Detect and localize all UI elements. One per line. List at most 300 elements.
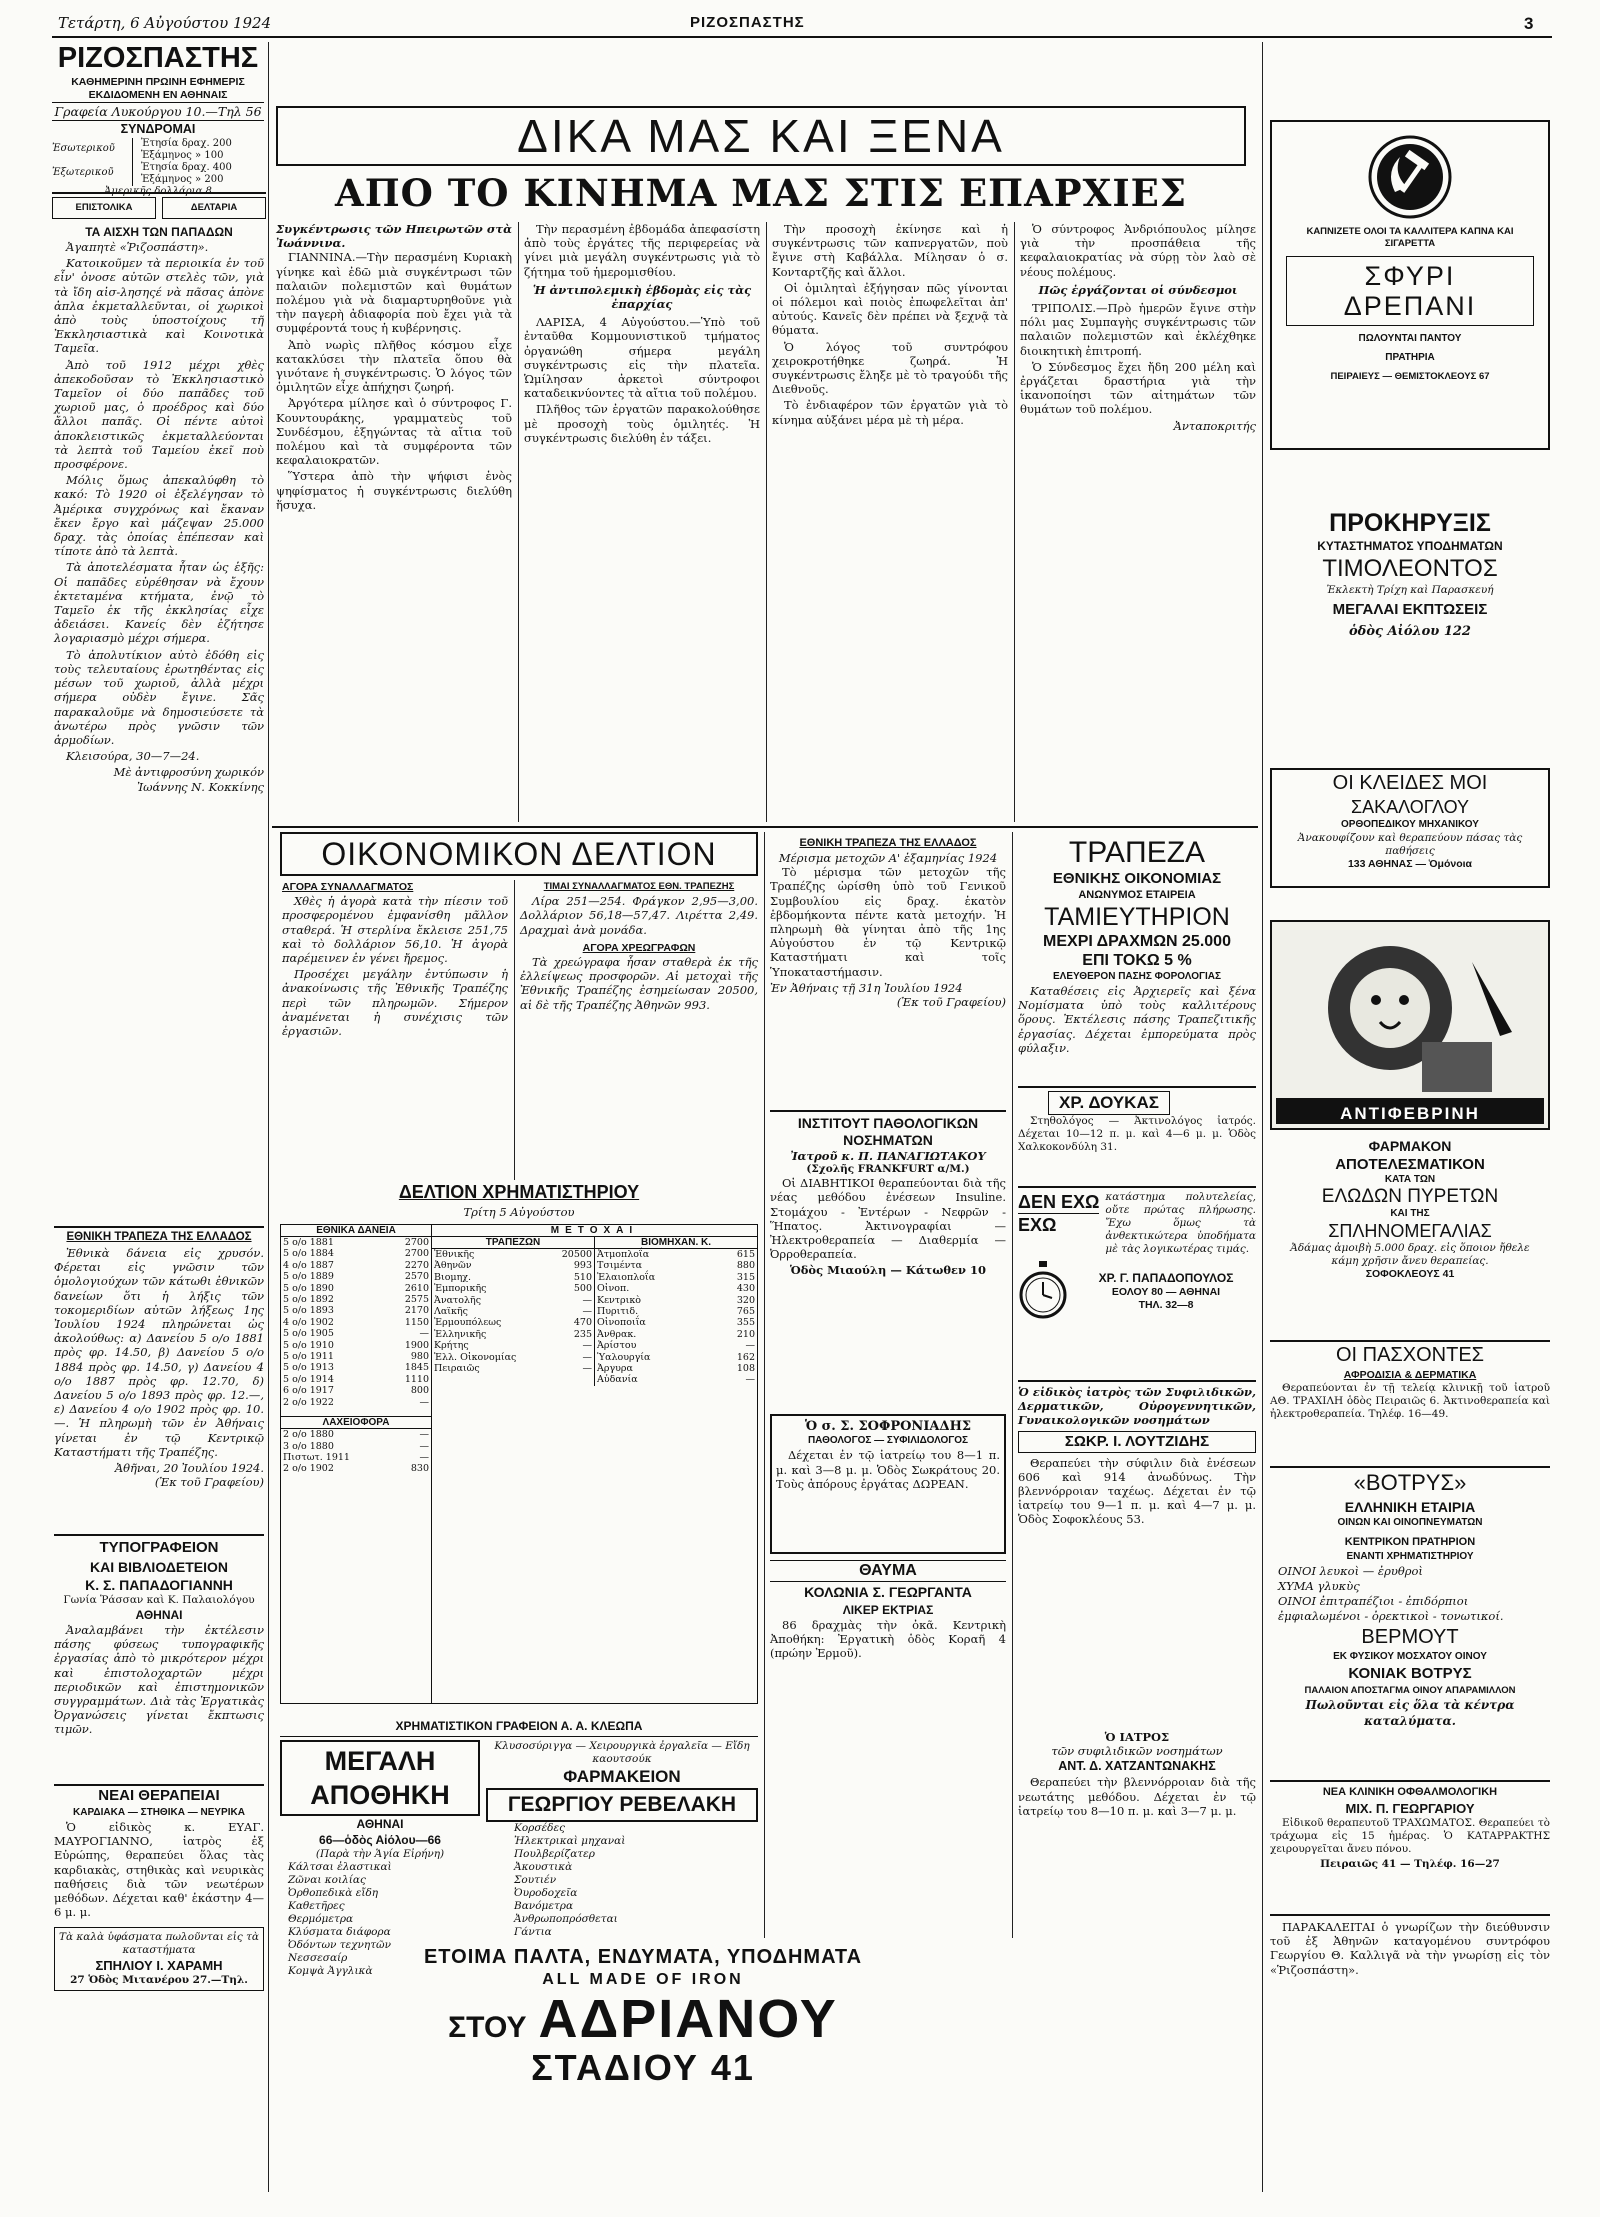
paragraph: ΠΑΡΑΚΑΛΕΙΤΑΙ ὁ γνωρίζων τὴν διεύθυνσιν τοῦ ἐξ Ἀθηνῶν καταγομένου συντρόφου Γεωργίου Θ. Καλλιγᾶ νὰ τὴν γνωρίσῃ εἰς τὸν «Ῥιζοσπάστη». bbox=[1270, 1920, 1550, 1977]
letter-article bbox=[54, 224, 264, 894]
row-value: 235 bbox=[573, 1328, 592, 1340]
pharmacy-name: ΓΕΩΡΓΙΟΥ ΡΕΒΕΛΑΚΗ bbox=[507, 1793, 737, 1816]
row-label: Ἐμπορικῆς bbox=[434, 1283, 487, 1295]
row-value: 2570 bbox=[404, 1271, 429, 1283]
echo-title: ΕΧΩ bbox=[1018, 1215, 1057, 1235]
row-label: Αὐδανία bbox=[597, 1374, 638, 1386]
row-value: 510 bbox=[573, 1271, 592, 1283]
paragraph: Πλῆθος τῶν ἐργατῶν παρακολούθησε μὲ προσοχὴ τοὺς ὁμιλητές. Ἡ συγκέντρωσις διελύθη ἐν τάξει. bbox=[524, 402, 760, 445]
article-subhead: Ἡ ἀντιπολεμικὴ ἑβδομὰς εἰς τὰς ἐπαρχίας bbox=[532, 282, 752, 312]
row-label: 5 ο/ο 1913 bbox=[283, 1362, 334, 1374]
row-label: Κρήτης bbox=[434, 1340, 469, 1352]
antifevrine-brand: ΑΝΤΙΦΕΒΡΙΝΗ bbox=[1340, 1104, 1480, 1123]
wine-title: «ΒΟΤΡΥΣ» bbox=[1353, 1470, 1467, 1495]
list-item: Ζῶναι κοιλίας bbox=[288, 1874, 366, 1886]
savings-bank-ad bbox=[1018, 836, 1256, 1082]
shoes-text: Ἐκλεκτὴ Τρίχη καὶ Παρασκευή bbox=[1326, 584, 1494, 596]
table-row bbox=[281, 1351, 431, 1362]
doukas-ad bbox=[1018, 1086, 1256, 1184]
row-label: 5 ο/ο 1890 bbox=[283, 1282, 334, 1294]
stock-title: ΔΕΛΤΙΟΝ ΧΡΗΜΑΤΙΣΤΗΡΙΟΥ bbox=[398, 1182, 640, 1202]
paragraph: Ὁ Σύνδεσμος ἔχει ἤδη 200 μέλη καὶ ἐργάζεται δραστήρια γιὰ τὴν ἱκανοποίησι τῶν αἰτημάτων τῶν θυμάτων τοῦ πολέμου. bbox=[1020, 359, 1256, 417]
masthead-rule bbox=[52, 192, 266, 194]
wine-sub2: ΟΙΝΩΝ ΚΑΙ ΟΙΝΟΠΝΕΥΜΑΤΩΝ bbox=[1337, 1517, 1483, 1528]
paragraph: Θεραπεύονται ἐν τῇ τελείᾳ κλινικῇ τοῦ ἰατροῦ ΑΘ. ΤΡΑΧΙΛΗ ὁδὸς Πειραιῶς 6. Ἀκτινοθεραπεία καὶ ἠλεκτροθεραπεία. Τηλέφ. 16—49. bbox=[1270, 1382, 1550, 1420]
section-tabs bbox=[52, 197, 266, 219]
banner-title: ΔΙΚΑ ΜΑΣ ΚΑΙ ΞΕΝΑ bbox=[517, 110, 1005, 162]
banks-table bbox=[432, 1249, 594, 1374]
letter-title: ΤΑ ΑΙΣΧΗ ΤΩΝ ΠΑΠΑΔΩΝ bbox=[85, 225, 233, 239]
paragraph: Κλεισούρα, 30—7—24. bbox=[66, 749, 200, 764]
wine-vermouth2: ΕΚ ΦΥΣΙΚΟΥ ΜΟΣΧΑΤΟΥ ΟΙΝΟΥ bbox=[1333, 1651, 1487, 1662]
adrianou-name: ΑΔΡΙΑΝΟΥ bbox=[538, 1989, 838, 2049]
bank2-source: (Ἐκ τοῦ Γραφείου) bbox=[896, 995, 1006, 1010]
paragraph: ΛΑΡΙΣΑ, 4 Αὐγούστου.—Ὑπὸ τοῦ ἐνταῦθα Κομμουνιστικοῦ τμήματος ὀργανώθη σήμερα μεγάλη συγκέντρωσις εἰς τὴν πλατεῖα. Ὡμίλησαν ἀρκετοὶ σύντροφοι καταδεικνύοντες τὰ αἴτια τοῦ πολέμου. bbox=[524, 315, 760, 401]
antifevrine-line5: ΚΑΙ ΤΗΣ bbox=[1390, 1208, 1430, 1219]
wine-shop: ΚΕΝΤΡΙΚΟΝ ΠΡΑΤΗΡΙΟΝ bbox=[1344, 1536, 1476, 1548]
clock-icon bbox=[1018, 1260, 1068, 1322]
find-notice bbox=[1270, 1914, 1550, 2036]
table-row bbox=[281, 1237, 431, 1248]
masthead-sub: ΚΑΘΗΜΕΡΙΝΗ ΠΡΩΙΝΗ ΕΦΗΜΕΡΙΣ bbox=[71, 76, 245, 88]
print-shop-title: ΚΑΙ ΒΙΒΛΙΟΔΕΤΕΙΟΝ bbox=[89, 1559, 229, 1575]
stock-bulletin bbox=[280, 1180, 758, 1720]
new-therapies-ad bbox=[54, 1784, 264, 2186]
therapies-subtitle: ΚΑΡΔΙΑΚΑ — ΣΤΗΘΙΚΑ — ΝΕΥΡΙΚΑ bbox=[73, 1807, 245, 1818]
table-row bbox=[281, 1397, 431, 1408]
row-value: — bbox=[582, 1306, 592, 1318]
row-value: — bbox=[419, 1396, 429, 1408]
table-row bbox=[281, 1463, 431, 1474]
row-value: 993 bbox=[573, 1260, 592, 1272]
row-value: — bbox=[419, 1440, 429, 1452]
adrianou-address: ΣΤΑΔΙΟΥ 41 bbox=[531, 2047, 755, 2088]
shoes-title: ΠΡΟΚΗΡΥΞΙΣ bbox=[1329, 509, 1491, 537]
shoes-offer: ΜΕΓΑΛΑΙ ΕΚΠΤΩΣΕΙΣ bbox=[1332, 601, 1488, 618]
print-shop-address: Γωνία Ῥάσσαν καὶ Κ. Παλαιολόγου bbox=[63, 1594, 255, 1606]
paragraph: Ἀργότερα μίλησε καὶ ὁ σύντροφος Γ. Κουντουράκης, γραμματεὺς τοῦ Συνδέσμου, ἐξηγώντας τὰ αἴτια τοῦ πολέμου καὶ τὰ συμφέροντα τῶν κεφαλαιοκρατῶν. bbox=[276, 396, 512, 468]
fabric-ad-text: Τὰ καλὰ ὑφάσματα πωλοῦνται εἰς τὰ καταστήματα bbox=[58, 1931, 260, 1957]
table-row bbox=[432, 1249, 594, 1260]
row-value: 355 bbox=[736, 1317, 755, 1329]
drepani-brand: ΔΡΕΠΑΝΙ bbox=[1343, 291, 1477, 321]
row-value: 2610 bbox=[404, 1282, 429, 1294]
bank-notice-title: ΕΘΝΙΚΗ ΤΡΑΠΕΖΑ ΤΗΣ ΕΛΛΑΔΟΣ bbox=[66, 1231, 252, 1243]
letter-signature: Ἰωάννης Ν. Κοκκίνης bbox=[137, 779, 264, 794]
row-label: Ἀτμοπλοΐα bbox=[597, 1249, 650, 1260]
eye-name: ΜΙΧ. Π. ΓΕΩΡΓΑΡΙΟΥ bbox=[1345, 1801, 1475, 1816]
row-label: Ἐλληνικῆς bbox=[434, 1328, 487, 1340]
bank-notice bbox=[54, 1226, 264, 1528]
table-row bbox=[281, 1452, 431, 1463]
paragraph: Τὴν περασμένη ἐβδομάδα ἀπεφασίστη ἀπὸ τοὺς ἐργάτες τῆς περιφερείας νὰ γίνει μιὰ μεγάλη συγκέντρωσις γιὰ τὸ ζήτημα τοῦ ἡμερομισθίου. bbox=[524, 222, 760, 279]
sofroniadis-ad bbox=[770, 1414, 1006, 1554]
page-number: 3 bbox=[1524, 14, 1534, 33]
adrianou-ad bbox=[276, 1944, 1010, 2094]
sfyri-line3: ΠΡΑΤΗΡΙΑ bbox=[1385, 352, 1435, 363]
antifevrine-line3: ΚΑΤΑ ΤΩΝ bbox=[1384, 1174, 1436, 1185]
lion-illustration bbox=[1270, 920, 1550, 1130]
finance-subhead: ΤΙΜΑΙ ΣΥΝΑΛΛΑΓΜΑΤΟΣ ΕΘΝ. ΤΡΑΠΕΖΗΣ bbox=[543, 881, 735, 892]
antifevrine-text: Ἀδάμας ἀμοιβὴ 5.000 δραχ. εἰς ὅποιον ἤθελε κάμη χρῆσιν ἄνευ θεραπείας. bbox=[1290, 1242, 1530, 1267]
antifevrine-line6: ΣΠΛΗΝΟΜΕΓΑΛΙΑΣ bbox=[1328, 1221, 1492, 1241]
thavma-name: ΚΟΛΩΝΙΑ Σ. ΓΕΩΡΓΑΝΤΑ bbox=[804, 1584, 972, 1600]
kleidia-sub: ΟΡΘΟΠΕΔΙΚΟΥ ΜΗΧΑΝΙΚΟΥ bbox=[1341, 819, 1479, 830]
column-rule bbox=[766, 222, 767, 822]
row-label: Κεντρικὸ bbox=[597, 1294, 642, 1306]
row-label: Βιομηχ. bbox=[434, 1271, 472, 1283]
row-value: 2575 bbox=[404, 1294, 429, 1306]
column-rule bbox=[268, 42, 269, 2192]
shoes-sub: ΚΥΤΑΣΤΗΜΑΤΟΣ ΥΠΟΔΗΜΑΤΩΝ bbox=[1317, 539, 1503, 553]
paragraph: Ὁ εἰδικὸς κ. ΕΥΑΓ. ΜΑΥΡΟΓΙΑΝΝΟ, ἰατρὸς ἐξ Εὐρώπης, θεραπεύει ὅλας τὰς καρδιακὰς, στηθικὰς καὶ νευρικὰς παθήσεις διὰ τῶν νεωτέρων μεθόδων. Δέχεται καθ' ἑκάστην 4—6 μ. μ. bbox=[54, 1820, 264, 1920]
bank-notice-source: (Ἐκ τοῦ Γραφείου) bbox=[154, 1475, 264, 1490]
kleidia-text: Ἀνακουφίζουν καὶ θεραπεύουν πάσας τὰς παθήσεις bbox=[1297, 832, 1523, 857]
column-rule bbox=[1012, 832, 1013, 1938]
row-value: — bbox=[419, 1451, 429, 1463]
sfyri-brand: ΣΦΥΡΙ bbox=[1364, 261, 1456, 291]
sfyri-line2: ΠΩΛΟΥΝΤΑΙ ΠΑΝΤΟΥ bbox=[1358, 333, 1462, 344]
pharmacy-items bbox=[486, 1822, 758, 1939]
row-value: 1110 bbox=[404, 1373, 429, 1385]
table-row bbox=[281, 1271, 431, 1282]
adrianou-line1: ΕΤΟΙΜΑ ΠΑΛΤΑ, ΕΝΔΥΜΑΤΑ, ΥΠΟΔΗΜΑΤΑ bbox=[423, 1946, 863, 1968]
column-rule bbox=[514, 880, 515, 1180]
antifevrine-ad bbox=[1270, 920, 1550, 1330]
paragraph: Κατοικοῦμεν τὰ περιοικία ἐν τοῦ εἶν' ὀνοσε αὐτῶν στελὲς τῶν, γιὰ τὰ ἴδη αἰσ-λησηςέ νὰ πᾶσας ἀπὸνε ἀπλα ἐκμεταλλεῦνται, οἱ χωρικοὶ ἀπὸ τοὺς ὑποστοίχους τῆ Ἐκκλησιαστικὰ καὶ Κοινοτικὰ Ταμεῖα. bbox=[54, 256, 264, 356]
table-row bbox=[595, 1374, 757, 1385]
den-echo-phone: ΤΗΛ. 32—8 bbox=[1138, 1298, 1194, 1311]
masthead bbox=[52, 40, 264, 190]
table-row bbox=[281, 1374, 431, 1385]
wine-cognac2: ΠΑΛΑΙΟΝ ΑΠΟΣΤΑΓΜΑ ΟΙΝΟΥ ΑΠΑΡΑΜΙΛΛΟΝ bbox=[1304, 1685, 1516, 1696]
paragraph: Θεραπεύει τὴν βλεννόρροιαν διὰ τῆς νεωτάτης μεθόδου. Δέχεται ἐν τῷ ἰατρείῳ του 8—10 π. μ. καὶ 3—7 μ. μ. bbox=[1018, 1775, 1256, 1818]
savings-sub: ΕΘΝΙΚΗΣ ΟΙΚΟΝΟΜΙΑΣ bbox=[1052, 870, 1222, 887]
row-value: — bbox=[419, 1328, 429, 1340]
row-value: 800 bbox=[410, 1385, 429, 1397]
institute-title: ΙΝΣΤΙΤΟΥΤ ΠΑΘΟΛΟΓΙΚΩΝ ΝΟΣΗΜΑΤΩΝ bbox=[797, 1115, 979, 1148]
row-label: 5 ο/ο 1911 bbox=[283, 1351, 334, 1363]
table-row bbox=[281, 1317, 431, 1328]
kleidia-ad bbox=[1270, 768, 1550, 888]
doukas-name: ΧΡ. ΔΟΥΚΑΣ bbox=[1048, 1091, 1170, 1115]
paragraph: 86 δραχμὰς τὴν ὀκᾶ. Κεντρικὴ Ἀποθήκη: Ἐργατικὴ ὁδὸς Κοραῆ 4 (πρώην Ἐρμοῦ). bbox=[770, 1618, 1006, 1661]
sufferers-title: ΟΙ ΠΑΣΧΟΝΤΕΣ bbox=[1335, 1344, 1485, 1366]
row-label: Ἑλλ. Οἰκονομίας bbox=[434, 1351, 517, 1363]
sfyri-ad bbox=[1270, 120, 1550, 450]
row-label: 4 ο/ο 1902 bbox=[283, 1316, 334, 1328]
provinces-col-1 bbox=[276, 222, 512, 822]
therapies-title: ΝΕΑΙ ΘΕΡΑΠΕΙΑΙ bbox=[98, 1787, 220, 1804]
thavma-title: ΘΑΥΜΑ bbox=[770, 1560, 1006, 1582]
hammer-sickle-icon bbox=[1365, 132, 1455, 222]
lottery-table bbox=[281, 1429, 431, 1475]
row-value: 108 bbox=[736, 1363, 755, 1375]
finance-col-1 bbox=[282, 880, 508, 1180]
list-item: Νεσσεσαίρ bbox=[288, 1952, 348, 1964]
row-label: 2 ο/ο 1880 bbox=[283, 1429, 334, 1441]
paragraph: Χθὲς ἡ ἀγορὰ κατὰ τὴν πίεσιν τοῦ προσφερομένου ἐμφανίσθη μᾶλλον σταθερά. Ἡ στερλίνα ἔκλεισε 251,75 καὶ τὸ δολλάριον 56,10. Ἡ ἀγορὰ παρέμεινεν ἐν γένει ἤρεμος. bbox=[282, 894, 508, 966]
warehouse-title: ΜΕΓΑΛΗ ΑΠΟΘΗΚΗ bbox=[310, 1746, 450, 1810]
chatzantonakis-sub: τῶν συφιλιδικῶν νοσημάτων bbox=[1051, 1744, 1223, 1759]
lottery-header: ΛΑΧΕΙΟΦΟΡΑ bbox=[281, 1416, 431, 1429]
row-value: 2170 bbox=[404, 1305, 429, 1317]
eye-title: ΝΕΑ ΚΛΙΝΙΚΗ ΟΦΘΑΛΜΟΛΟΓΙΚΗ bbox=[1322, 1786, 1498, 1798]
list-item: Ὀρθοπεδικὰ εἴδη bbox=[288, 1887, 379, 1899]
paragraph: Προσέχει μεγάλην ἐντύπωσιν ἡ ἀνακοίνωσις τῆς Ἐθνικῆς Τραπέζης περὶ τῶν πληρωμῶν. Σήμερον ἀναμένεται ἡ συνέχισις τῶν ἐργασιῶν. bbox=[282, 967, 508, 1039]
kleidia-address: 133 ΑΘΗΝΑΣ — Ὁμόνοια bbox=[1347, 858, 1473, 870]
row-value: 500 bbox=[573, 1283, 592, 1295]
article-subhead: Συγκέντρωσις τῶν Ηπειρωτῶν στὰ Ἰωάννινα. bbox=[276, 222, 512, 251]
row-value: — bbox=[582, 1294, 592, 1306]
pharmacy-top: Κλυσοσύριγγα — Χειρουργικὰ ἐργαλεῖα — Εἴδη καουτσούκ bbox=[494, 1740, 750, 1765]
table-row bbox=[432, 1317, 594, 1328]
row-value: — bbox=[745, 1340, 755, 1352]
eye-address: Πειραιῶς 41 — Τηλέφ. 16—27 bbox=[1320, 1858, 1500, 1870]
table-row bbox=[595, 1352, 757, 1363]
row-label: Πειραιῶς bbox=[434, 1363, 480, 1375]
print-shop-city: ΑΘΗΝΑΙ bbox=[135, 1608, 183, 1622]
table-row bbox=[595, 1249, 757, 1260]
table-row bbox=[281, 1260, 431, 1271]
bank-notice-place: Ἀθῆναι, 20 Ἰουλίου 1924. bbox=[114, 1461, 264, 1476]
kleidia-title: ΟΙ ΚΛΕΙΔΕΣ ΜΟΙ bbox=[1332, 772, 1488, 794]
paragraph: Οἱ ΔΙΑΒΗΤΙΚΟΙ θεραπεύονται διὰ τῆς νέας μεθόδου ἐνέσεων Insuline. Στομάχου - Ἐντέρων - Νεφρῶν - Ἥπατος. Ἀκτινογραφίαι — Ἠλεκτροθεραπεία — Διαθερμία — Ὀρροθεραπεία. bbox=[770, 1176, 1006, 1262]
paragraph: ΓΙΑΝΝΙΝΑ.—Τὴν περασμένη Κυριακὴ γίνηκε καὶ ἐδῶ μιὰ συγκέντρωσι τῶν παλαιῶν πολεμιστῶν καὶ θυμάτων πολέμου γιὰ νὰ διαμαρτυρηθοῦνε γιὰ τὴν παγερὴ ἀδιαφορία ποὺ ἔχει γιὰ τὰ συμφέροντά τους ἡ κυβέρνησις. bbox=[276, 250, 512, 336]
row-label: 2 ο/ο 1922 bbox=[283, 1396, 334, 1408]
row-label: 5 ο/ο 1889 bbox=[283, 1271, 334, 1283]
row-label: 5 ο/ο 1914 bbox=[283, 1373, 334, 1385]
wine-shop2: ΕΝΑΝΤΙ ΧΡΗΜΑΤΙΣΤΗΡΙΟΥ bbox=[1346, 1551, 1474, 1562]
sfyri-slogan: ΚΑΠΝΙΖΕΤΕ ΟΛΟΙ ΤΑ ΚΑΛΛΙΤΕΡΑ ΚΑΠΝΑ ΚΑΙ ΣΙΓΑΡΕΤΤΑ bbox=[1306, 226, 1514, 249]
warehouse-near: (Παρὰ τὴν Ἁγία Εἰρήνη) bbox=[315, 1848, 445, 1860]
chatzantonakis-name: ΑΝΤ. Δ. ΧΑΤΖΑΝΤΩΝΑΚΗΣ bbox=[1058, 1759, 1216, 1774]
paragraph: Εἰδικοῦ θεραπευτοῦ ΤΡΑΧΩΜΑΤΟΣ. Θεραπεύει τὸ τράχωμα εἰς 15 ἡμέρας. Ὁ ΚΑΤΑΡΡΑΚΤΗΣ χειρουργεῖται ἄνευ πόνου. bbox=[1270, 1817, 1550, 1855]
savings-rate: ΕΠΙ ΤΟΚΩ 5 % bbox=[1082, 952, 1192, 969]
finance-col-2 bbox=[520, 880, 758, 1180]
row-label: Ἀθηνῶν bbox=[434, 1260, 472, 1272]
row-value: 20500 bbox=[561, 1249, 592, 1260]
loutzidis-name: ΣΩΚΡ. Ι. ΛΟΥΤΖΙΔΗΣ bbox=[1018, 1431, 1256, 1453]
row-label: 5 ο/ο 1884 bbox=[283, 1248, 334, 1260]
row-label: Λαϊκῆς bbox=[434, 1306, 468, 1318]
bank-dividend bbox=[770, 836, 1006, 1106]
banks-header: ΤΡΑΠΕΖΩΝ bbox=[432, 1237, 594, 1249]
headline: ΑΠΟ ΤΟ ΚΙΝΗΜΑ ΜΑΣ ΣΤΙΣ ΕΠΑΡΧΙΕΣ bbox=[335, 171, 1187, 215]
loans-header: ΕΘΝΙΚΑ ΔΑΝΕΙΑ bbox=[281, 1225, 431, 1237]
finance-title: ΟΙΚΟΝΟΜΙΚΟΝ ΔΕΛΤΙΟΝ bbox=[321, 836, 717, 872]
row-label: Ἐλαιοπλοΐα bbox=[597, 1271, 656, 1283]
row-label: Ἀρίστου bbox=[597, 1340, 637, 1352]
finance-title-box bbox=[280, 832, 758, 876]
paragraph: Τὸ ἐνδιαφέρον τῶν ἐργατῶν γιὰ τὸ κίνημα αὐξάνει μέρα μὲ τὴ μέρα. bbox=[772, 398, 1008, 427]
table-row bbox=[432, 1340, 594, 1351]
sofroniadis-title: ΠΑΘΟΛΟΓΟΣ — ΣΥΦΙΛΙΔΟΛΟΓΟΣ bbox=[807, 1435, 969, 1447]
row-value: 615 bbox=[736, 1249, 755, 1260]
row-value: 880 bbox=[736, 1260, 755, 1272]
letter-salutation: Ἀγαπητὲ «Ῥιζοσπάστη». bbox=[66, 240, 209, 254]
list-item: Ὀδόντων τεχνητῶν bbox=[288, 1939, 391, 1951]
row-label: Οἰνοποιΐα bbox=[597, 1317, 646, 1329]
column-rule bbox=[1262, 42, 1263, 2192]
paragraph: Ἀναλαμβάνει τὴν ἐκτέλεσιν πάσης φύσεως τυπογραφικῆς ἐργασίας ἀπὸ τὸ μικρότερον μέχρι καὶ ἐπιστολοχαρτῶν μέχρι περιοδικῶν καὶ ἐπιστημονικῶν συγγραμμάτων. Διὰ τὰς Ἐργατικὰς Ὀργανώσεις γίνεται ἔκπτωσις τιμῶν. bbox=[54, 1623, 264, 1737]
paragraph: Ὕστερα ἀπὸ τὴν ψήφισι ἑνὸς ψηφίσματος ἡ συγκέντρωσις διελύθη ἥσυχα. bbox=[276, 469, 512, 512]
provinces-headline bbox=[276, 170, 1246, 218]
list-item: Ἀκουστικὰ bbox=[514, 1861, 573, 1873]
kleidia-name: ΣΑΚΑΛΟΓΛΟΥ bbox=[1350, 797, 1470, 817]
list-item: ἐμφιαλωμένοι - ὀρεκτικοὶ - τονωτικοί. bbox=[1278, 1609, 1504, 1623]
savings-title: ΤΡΑΠΕΖΑ bbox=[1068, 836, 1206, 869]
row-value: 765 bbox=[736, 1306, 755, 1318]
letter-signoff: Μὲ ἀντιφροσύνη χωρικόν bbox=[113, 765, 264, 780]
row-label: 5 ο/ο 1910 bbox=[283, 1339, 334, 1351]
warehouse-city: ΑΘΗΝΑΙ bbox=[356, 1817, 404, 1831]
den-echo-address: ΕΟΛΟΥ 80 — ΑΘΗΝΑΙ bbox=[1111, 1285, 1221, 1298]
table-row bbox=[432, 1329, 594, 1340]
table-row bbox=[595, 1306, 757, 1317]
institute-ad bbox=[770, 1110, 1006, 1412]
table-row bbox=[432, 1260, 594, 1271]
tab-letters: ΕΠΙΣΤΟΛΙΚΑ bbox=[52, 197, 156, 219]
row-value: — bbox=[745, 1374, 755, 1386]
list-item: ΟΙΝΟΙ ἐπιτραπέζιοι - ἐπιδόρπιοι bbox=[1278, 1594, 1469, 1608]
shares-column bbox=[432, 1225, 757, 1703]
paragraph: Ὁ λόγος τοῦ συντρόφου χειροκροτήθηκε ζωηρά. Ἡ συγκέντρωσις ἔληξε μὲ τὸ τραγούδι τῆς Διεθνοῦς. bbox=[772, 339, 1008, 397]
savings-name: ΤΑΜΙΕΥΤΗΡΙΟΝ bbox=[1044, 903, 1230, 931]
row-value: — bbox=[582, 1351, 592, 1363]
row-label: Πυριτιδ. bbox=[597, 1306, 639, 1318]
table-row bbox=[281, 1340, 431, 1351]
article-subhead: Πῶς ἐργάζονται οἱ σύνδεσμοι bbox=[1038, 282, 1238, 297]
list-item: Καθετῆρες bbox=[288, 1900, 345, 1912]
column-rule bbox=[1014, 222, 1015, 822]
antifevrine-address: ΣΟΦΟΚΛΕΟΥΣ 41 bbox=[1365, 1268, 1455, 1280]
row-value: 210 bbox=[736, 1328, 755, 1340]
section-banner bbox=[276, 106, 1246, 166]
bank2-title: ΕΘΝΙΚΗ ΤΡΑΠΕΖΑ ΤΗΣ ΕΛΛΑΔΟΣ bbox=[799, 837, 977, 849]
table-row bbox=[595, 1317, 757, 1328]
row-label: 5 ο/ο 1892 bbox=[283, 1294, 334, 1306]
list-item: ΟΙΝΟΙ λευκοὶ — ἐρυθροὶ bbox=[1278, 1564, 1423, 1578]
den-echo-ad bbox=[1018, 1186, 1256, 1378]
shoes-name: ΤΙΜΟΛΕΟΝΤΟΣ bbox=[1322, 555, 1498, 582]
row-label: Ἐθνικῆς bbox=[434, 1249, 475, 1260]
list-item: Ἠλεκτρικαὶ μηχαναὶ bbox=[514, 1835, 626, 1847]
paragraph: ΤΡΙΠΟΛΙΣ.—Πρὸ ἡμερῶν ἔγινε στὴν πόλι μας Συμπαγὴς συγκέντρωσις τῶν παλαιῶν πολεμιστῶν καὶ ἐκλέχθηκε διοικητικὴ ἐπιτροπή. bbox=[1020, 301, 1256, 358]
finance-subhead: ΑΓΟΡΑ ΧΡΕΩΓΡΑΦΩΝ bbox=[582, 941, 696, 954]
institute-address: Ὁδὸς Μιαούλη — Κάτωθεν 10 bbox=[790, 1263, 986, 1278]
table-row bbox=[595, 1340, 757, 1351]
list-item: Κομψὰ Ἀγγλικὰ bbox=[288, 1965, 373, 1977]
table-row bbox=[281, 1248, 431, 1259]
paragraph: Μόλις ὅμως ἀπεκαλύφθη τὸ κακό: Τὸ 1920 οἱ ἐξελέγησαν τὸ Ἀμέρικα συγχρόνως καὶ ἔκαναν ἔκεν ἔργο καὶ μάζεψαν 25.000 δραχ. τὰς ὁποίας ἐπέπεσαν καὶ τίποτε ἀπὸ τὰ λεπτὰ. bbox=[54, 473, 264, 559]
table-row bbox=[432, 1295, 594, 1306]
paragraph: Τὸ ἀπολυτίκιον αὐτὸ ἐδόθη εἰς τοὺς τελευταίους ἐρωτηθέντας εἰς μέσων τοῦ χωριοῦ, ἀλλὰ μέχρι σήμερα οὐδὲν ἔγινε. Σᾶς παρακαλοῦμε νὰ δημοσιεύσετε τὰ ἀνωτέρω πρὸς γνῶσιν τῶν ἁρμοδίων. bbox=[54, 647, 264, 747]
row-value: 1150 bbox=[404, 1316, 429, 1328]
column-rule bbox=[518, 222, 519, 822]
wine-footer: Πωλοῦνται εἰς ὅλα τὰ κέντρα καταλύματα. bbox=[1305, 1698, 1515, 1728]
table-row bbox=[432, 1352, 594, 1363]
industry-header: ΒΙΟΜΗΧΑΝ. Κ. bbox=[595, 1237, 757, 1249]
row-value: 2700 bbox=[404, 1248, 429, 1260]
savings-tax: ΕΛΕΥΘΕΡΟΝ ΠΑΣΗΣ ΦΟΡΟΛΟΓΙΑΣ bbox=[1053, 971, 1221, 982]
row-label: 5 ο/ο 1893 bbox=[283, 1305, 334, 1317]
institute-school: (Σχολῆς FRANKFURT α/Μ.) bbox=[806, 1163, 970, 1176]
list-item: Γάντια bbox=[514, 1926, 552, 1938]
antifevrine-line4: ΕΛΩΔΩΝ ΠΥΡΕΤΩΝ bbox=[1321, 1186, 1499, 1207]
paragraph: Ὁ σύντροφος Ἀνδριόπουλος μίλησε γιὰ τὴν προσπάθεια τῆς κεφαλαιοκρατίας νὰ σύρῃ τὸν λαὸ σὲ νέους πολέμους. bbox=[1020, 222, 1256, 279]
row-value: 430 bbox=[736, 1283, 755, 1295]
table-row bbox=[595, 1363, 757, 1374]
row-value: 980 bbox=[410, 1351, 429, 1363]
sufferers-ad bbox=[1270, 1340, 1550, 1460]
list-item: ΧΥΜΑ γλυκὺς bbox=[1278, 1579, 1360, 1593]
row-value: 162 bbox=[736, 1351, 755, 1363]
row-label: Ὑαλουργία bbox=[597, 1351, 651, 1363]
row-value: — bbox=[582, 1340, 592, 1352]
paragraph: Τὴν προσοχὴ ἐκίνησε καὶ ἡ συγκέντρωσις τῶν καπνεργατῶν, ποὺ ἔγινε στὴ Καβάλλα. Μίλησαν ὁ σ. Κονταρτζῆς καὶ ἄλλοι. bbox=[772, 222, 1008, 279]
paragraph: Καταθέσεις εἰς Ἀρχιερεῖς καὶ ξένα Νομίσματα ὑπὸ τοὺς καλλιτέρους ὅρους. Ἐκτέλεσις πάσης Τραπεζιτικῆς ἐργασίας. Δέχεται ἐμπορεύματα πρὸς φύλαξιν. bbox=[1018, 984, 1256, 1055]
masthead-sub: ΕΚΔΙΔΟΜΕΝΗ ΕΝ ΑΘΗΝΑΙΣ bbox=[52, 89, 264, 103]
paragraph: Οἱ ὁμιληταὶ ἐξήγησαν πῶς γίνονται οἱ πόλεμοι καὶ ποιὸς ἐπωφελεῖται ἀπ' αὐτούς. Κανεῖς δὲν πρέπει νὰ ξεχνᾷ τὰ θύματα. bbox=[772, 280, 1008, 338]
thavma-ad bbox=[770, 1560, 1006, 1730]
table-row bbox=[595, 1295, 757, 1306]
print-shop-ad bbox=[54, 1534, 264, 1796]
row-label: Ἀργυρα bbox=[597, 1363, 633, 1375]
adrianou-line3: ΣΤΟΥ bbox=[448, 2011, 527, 2044]
den-echo-name: ΧΡ. Γ. ΠΑΠΑΔΟΠΟΥΛΟΣ bbox=[1098, 1270, 1234, 1285]
loans-column bbox=[281, 1225, 432, 1703]
provinces-col-4 bbox=[1020, 222, 1256, 822]
row-value: — bbox=[419, 1429, 429, 1441]
paragraph: Δέχεται ἐν τῷ ἰατρείῳ του 8—1 π. μ. καὶ 3—8 μ. μ. Ὁδὸς Σωκράτους 20. Τοὺς ἀπόρους ἐργάτας ΔΩΡΕΑΝ. bbox=[776, 1448, 1000, 1491]
row-label: Τσιμέντα bbox=[597, 1260, 643, 1272]
stock-table bbox=[280, 1224, 758, 1704]
eye-clinic-ad bbox=[1270, 1780, 1550, 1912]
pharmacy-title: ΦΑΡΜΑΚΕΙΟΝ bbox=[563, 1767, 681, 1786]
paragraph: Τὸ μέρισμα τῶν μετοχῶν τῆς Τραπέζης ὡρίσθη ὑπὸ τοῦ Γενικοῦ Συμβουλίου εἰς δραχ. ἑκατὸν ἑβδομήκοντα πέντε κατὰ μετοχήν. Ἡ πληρωμὴ θὰ γίνηται ἀπὸ τῆς 1ης Αὐγούστου ἐν τῷ Κεντρικῷ Καταστήματι καὶ τοῖς Ὑποκαταστήμασιν. bbox=[770, 865, 1006, 979]
list-item: Ὀυροδοχεῖα bbox=[514, 1887, 578, 1899]
issue-date: Τετάρτη, 6 Αὐγούστου 1924 bbox=[58, 14, 272, 32]
pharmacy-ad bbox=[486, 1740, 758, 1938]
list-item: Βανόμετρα bbox=[514, 1900, 574, 1912]
list-item: Σουτιέν bbox=[514, 1874, 557, 1886]
table-row bbox=[281, 1328, 431, 1339]
byline: Ἀνταποκριτής bbox=[1173, 418, 1256, 433]
sofroniadis-name: Ὁ σ. Σ. ΣΟΦΡΟΝΙΑΔΗΣ bbox=[804, 1419, 972, 1434]
row-value: 2270 bbox=[404, 1259, 429, 1271]
table-row bbox=[595, 1272, 757, 1283]
finance-subhead: ΑΓΟΡΑ ΣΥΝΑΛΛΑΓΜΑΤΟΣ bbox=[282, 881, 414, 893]
section-rule bbox=[272, 826, 1258, 828]
den-echo-title: ΔΕΝ ΕΧΩ bbox=[1018, 1192, 1100, 1212]
chatzantonakis-ad bbox=[1018, 1730, 1256, 1940]
provinces-col-2 bbox=[524, 222, 760, 822]
table-row bbox=[281, 1429, 431, 1440]
warehouse-ad bbox=[280, 1740, 480, 1977]
row-label: 3 ο/ο 1880 bbox=[283, 1440, 334, 1452]
fabric-ad-shop: ΣΠΗΛΙΟΥ Ι. ΧΑΡΑΜΗ bbox=[95, 1958, 223, 1974]
stock-footer: ΧΡΗΜΑΤΙΣΤΙΚΟΝ ΓΡΑΦΕΙΟΝ Α. Α. ΚΛΕΩΠΑ bbox=[280, 1718, 758, 1737]
row-value: 830 bbox=[410, 1463, 429, 1475]
paragraph: Ἀπὸ τοῦ 1912 μέχρι χθὲς ἀπεκοδοῦσαν τὸ Ἐκκλησιαστικὸ Ταμεῖον οἱ δύο παπᾶδες τοῦ χωριοῦ μας, ὁ προέδρος καὶ δύο ἄλλοι παπᾶς. Οἱ πέντε αὐτοὶ ἀποκλειστικῶς ἐκμεταλλεύονται τὰ λεπτὰ τοῦ Ταμείου ἐκεῖ ποὺ προσφέρονε. bbox=[54, 357, 264, 472]
table-row bbox=[432, 1363, 594, 1374]
list-item: Ἀνθρωποπρόσθεται bbox=[514, 1913, 618, 1925]
row-value: 2700 bbox=[404, 1237, 429, 1248]
chatzantonakis-title: Ὁ ΙΑΤΡΟΣ bbox=[1104, 1730, 1170, 1744]
paragraph: Ἀπὸ νωρὶς πλῆθος κόσμου εἶχε κατακλύσει τὴν πλατεῖα ὅπου θὰ γινότανε ἡ συγκέντρωσις. Ὁ λόγος τῶν ὁμιλητῶν εἶχε ἀπήχησι ζωηρή. bbox=[276, 337, 512, 395]
wine-ad bbox=[1270, 1466, 1550, 1768]
